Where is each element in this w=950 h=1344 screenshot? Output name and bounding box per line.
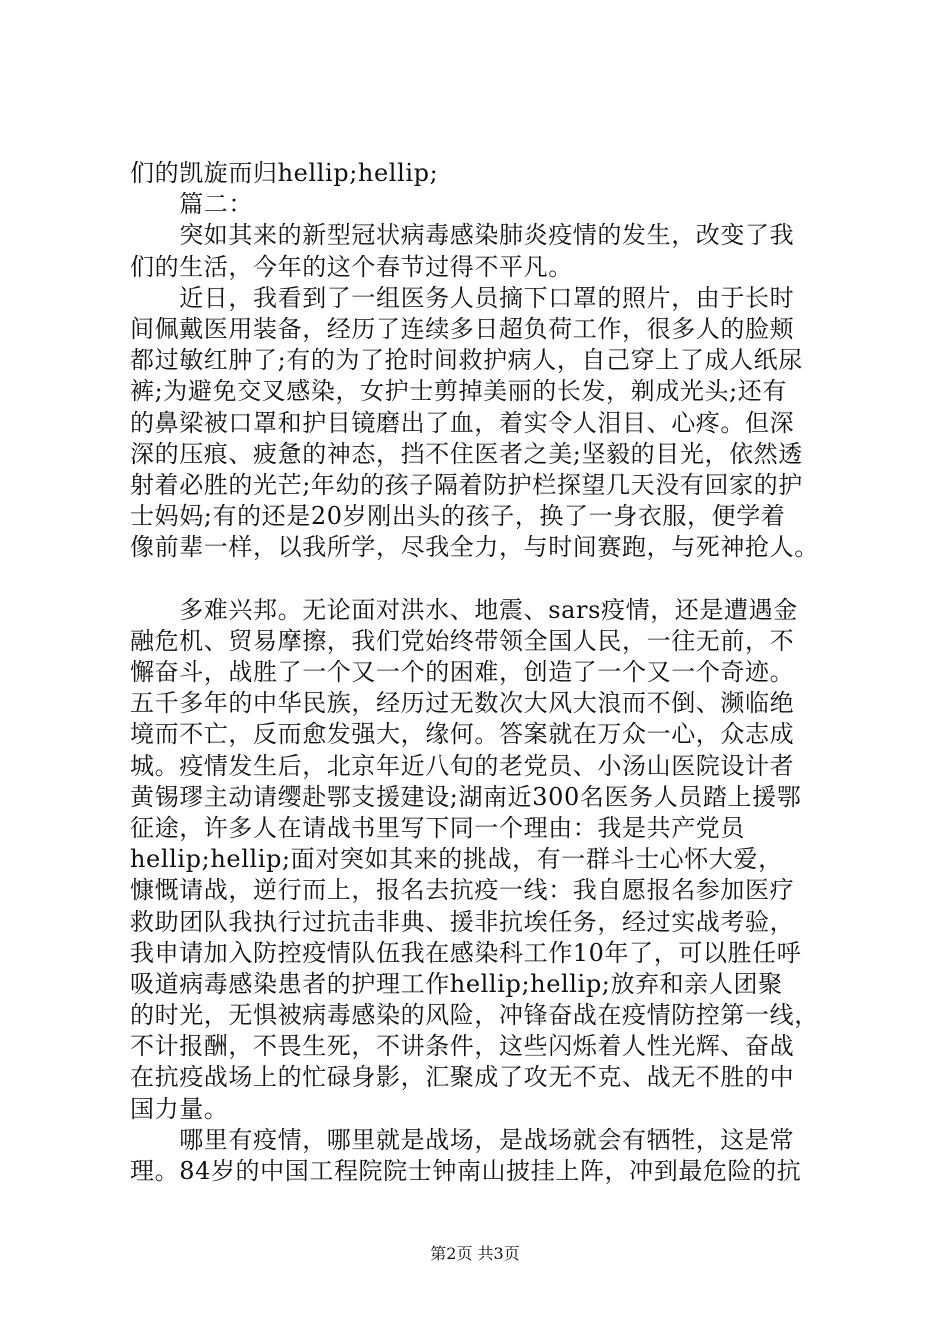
body-line: 救助团队我执行过抗击非典、援非抗埃任务，经过实战考验， — [130, 907, 795, 936]
document-body — [130, 158, 842, 1187]
body-line: 的鼻梁被口罩和护目镜磨出了血，着实令人泪目、心疼。但深 — [130, 408, 795, 437]
body-line: 像前辈一样，以我所学，尽我全力，与时间赛跑，与死神抢人。 — [130, 533, 819, 562]
body-line: 间佩戴医用装备，经历了连续多日超负荷工作，很多人的脸颊 — [130, 314, 795, 343]
body-line: hellip;hellip;面对突如其来的挑战，有一群斗士心怀大爱， — [130, 845, 783, 874]
body-line: 城。疫情发生后，北京年近八旬的老党员、小汤山医院设计者 — [130, 751, 795, 780]
body-line: 近日，我看到了一组医务人员摘下口罩的照片，由于长时 — [130, 283, 795, 312]
body-line: 裤;为避免交叉感染，女护士剪掉美丽的长发，剃成光头;还有 — [130, 377, 787, 406]
body-line: 们的凯旋而归hellip;hellip; — [130, 159, 439, 187]
section-heading: 篇二： — [130, 190, 253, 219]
body-line: 哪里有疫情，哪里就是战场，是战场就会有牺牲，这是常 — [130, 1125, 795, 1154]
body-line: 黄锡璆主动请缨赴鄂支援建设;湖南近300名医务人员踏上援鄂 — [130, 782, 802, 811]
blank-line — [130, 563, 842, 594]
body-line: 国力量。 — [130, 1094, 229, 1123]
body-line: 在抗疫战场上的忙碌身影，汇聚成了攻无不克、战无不胜的中 — [130, 1063, 795, 1092]
body-line: 突如其来的新型冠状病毒感染肺炎疫情的发生，改变了我 — [130, 221, 795, 250]
body-line: 多难兴邦。无论面对洪水、地震、sars疫情，还是遭遇金 — [130, 595, 798, 624]
body-line: 们的生活，今年的这个春节过得不平凡。 — [130, 252, 573, 281]
body-line: 征途，许多人在请战书里写下同一个理由：我是共产党员 — [130, 813, 745, 842]
body-line: 五千多年的中华民族，经历过无数次大风大浪而不倒、濒临绝 — [130, 689, 795, 718]
page-number-footer: 第2页 共3页 — [430, 1244, 520, 1263]
body-line: 我申请加入防控疫情队伍我在感染科工作10年了，可以胜任呼 — [130, 938, 802, 967]
body-line: 不计报酬，不畏生死，不讲条件，这些闪烁着人性光辉、奋战 — [130, 1032, 795, 1061]
body-line: 吸道病毒感染患者的护理工作hellip;hellip;放弃和亲人团聚 — [130, 969, 783, 998]
body-line: 士妈妈;有的还是20岁刚出头的孩子，换了一身衣服，便学着 — [130, 502, 786, 531]
body-line: 的时光，无惧被病毒感染的风险，冲锋奋战在疫情防控第一线， — [130, 1001, 819, 1030]
body-line: 射着必胜的光芒;年幼的孩子隔着防护栏探望几天没有回家的护 — [130, 470, 803, 499]
body-line: 深的压痕、疲惫的神态，挡不住医者之美;坚毅的目光，依然透 — [130, 439, 803, 468]
body-line: 懈奋斗，战胜了一个又一个的困难，创造了一个又一个奇迹。 — [130, 658, 795, 686]
body-line: 都过敏红肿了;有的为了抢时间救护病人，自己穿上了成人纸尿 — [130, 346, 803, 375]
body-line: 融危机、贸易摩擦，我们党始终带领全国人民，一往无前，不 — [130, 626, 795, 655]
body-line: 理。84岁的中国工程院院士钟南山披挂上阵，冲到最危险的抗 — [130, 1157, 802, 1185]
body-line: 境而不亡，反而愈发强大，缘何。答案就在万众一心，众志成 — [130, 720, 795, 749]
body-line: 慷慨请战，逆行而上，报名去抗疫一线：我自愿报名参加医疗 — [130, 876, 795, 905]
